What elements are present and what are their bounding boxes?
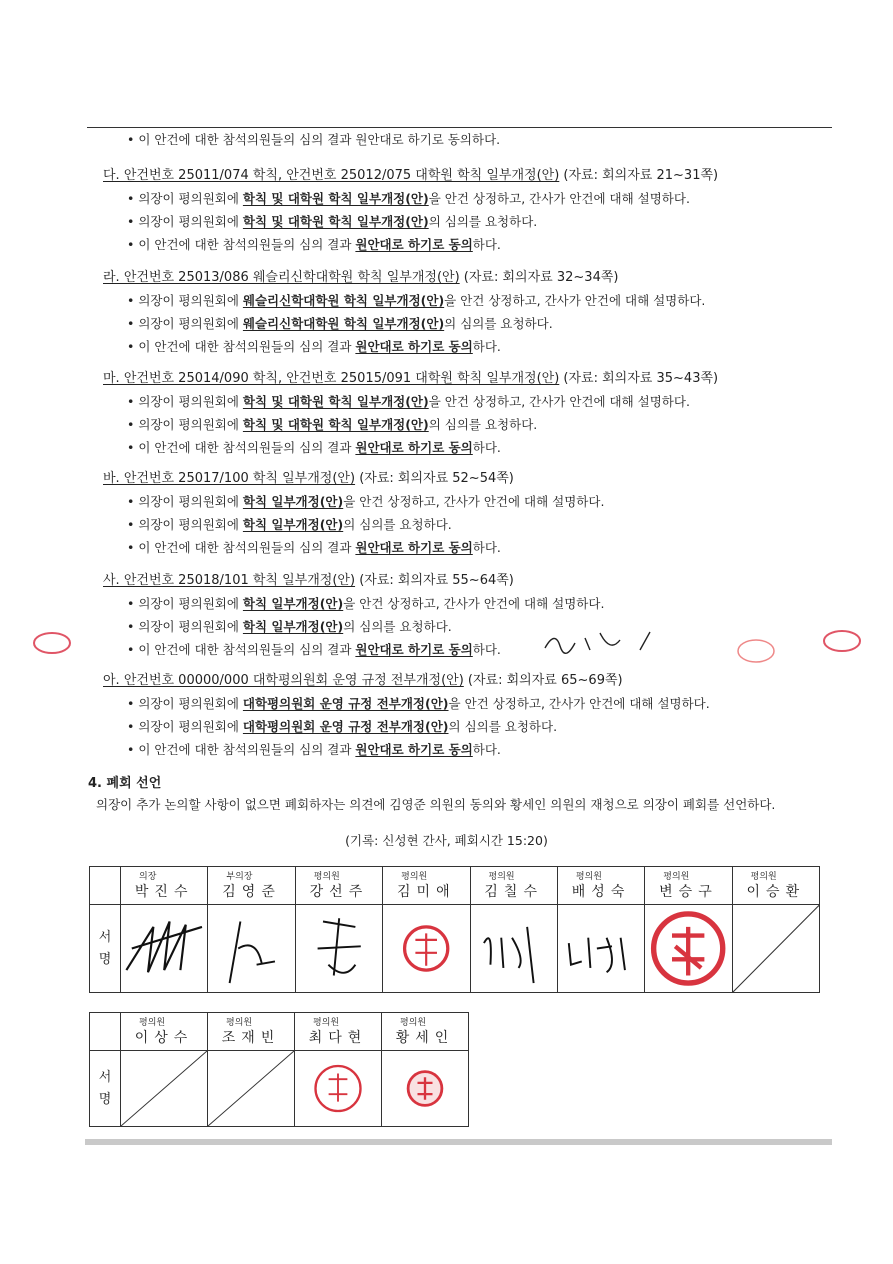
signature-cell [295,1051,382,1127]
member-name: 황세인 [395,1029,455,1046]
member-name: 조재빈 [221,1029,281,1046]
agenda-bullet: • 의장이 평의원회에 학칙 및 대학원 학칙 일부개정(안)의 심의를 요청하다. [127,214,538,229]
member-header [470,867,557,905]
signature-cell [121,905,208,993]
agenda-bullet: • 의장이 평의원회에 학칙 및 대학원 학칙 일부개정(안)을 안건 상정하고, 간사가 안건에 대해 설명하다. [127,191,690,206]
carryover-line: • 이 안건에 대한 참석의원들의 심의 결과 원안대로 하기로 동의하다. [127,132,501,147]
agenda-title [103,367,823,390]
signature-cell [645,905,732,993]
initials-scribble [540,628,660,658]
member-header [208,867,295,905]
signature-cell [470,905,557,993]
member-name: 김미애 [397,883,456,900]
member-name: 박진수 [134,883,194,900]
agenda-bullet: • 이 안건에 대한 참석의원들의 심의 결과 원안대로 하기로 동의하다. [127,237,501,252]
agenda-ref: (자료: 회의자료 35~43쪽) [563,371,719,386]
agenda-bullet: • 이 안건에 대한 참석의원들의 심의 결과 원안대로 하기로 동의하다. [127,540,501,555]
member-header [295,867,382,905]
seal-stamp [295,1051,381,1126]
agenda-bullet: • 의장이 평의원회에 학칙 및 대학원 학칙 일부개정(안)의 심의를 요청하다. [127,417,538,432]
closing-text: 의장이 추가 논의할 사항이 없으면 폐회하자는 의견에 김영준 의원의 동의와 황세인 의원의 재청으로 의장이 폐회를 선언하다. [96,797,776,812]
agenda-title-text: 마. 안건번호 25014/090 학칙, 안건번호 25015/091 대학원 학칙 일부개정(안) [103,371,560,386]
member-name: 최다현 [308,1029,368,1046]
agenda-bullet: • 의장이 평의원회에 대학평의원회 운영 규정 전부개정(안)의 심의를 요청하다. [127,719,558,734]
agenda-title [103,669,823,692]
empty-signature-cell [121,1051,208,1127]
seal-stamp [382,1051,468,1126]
member-header [383,867,470,905]
member-header [557,867,644,905]
agenda-ref: (자료: 회의자료 65~69쪽) [467,673,623,688]
slash-line [208,1051,294,1126]
member-header [121,1013,208,1051]
signature-cell [557,905,644,993]
member-name: 이상수 [134,1029,194,1046]
member-name: 강선주 [309,883,369,900]
sign-row-label: 서 명 [90,905,121,993]
agenda-bullet: • 이 안건에 대한 참석의원들의 심의 결과 원안대로 하기로 동의하다. [127,440,501,455]
agenda-bullet: • 의장이 평의원회에 웨슬리신학대학원 학칙 일부개정(안)을 안건 상정하고, 간사가 안건에 대해 설명하다. [127,293,706,308]
member-role: 평의원 [139,1017,166,1028]
agenda-bullet: • 의장이 평의원회에 학칙 일부개정(안)을 안건 상정하고, 간사가 안건에 대해 설명하다. [127,494,605,509]
member-name: 김영준 [222,883,281,900]
member-role: 평의원 [401,871,428,882]
agenda-ref: (자료: 회의자료 55~64쪽) [359,573,514,588]
member-header [382,1013,469,1051]
member-name: 변승구 [659,883,718,900]
member-header [121,867,208,905]
agenda-title-text: 다. 안건번호 25011/074 학칙, 안건번호 25012/075 대학원 학칙 일부개정(안) [103,168,560,183]
handwritten-signature [208,905,294,992]
member-name: 배성숙 [571,883,631,900]
member-header [208,1013,295,1051]
agenda-title [103,266,823,289]
agenda-bullet: • 의장이 평의원회에 학칙 및 대학원 학칙 일부개정(안)을 안건 상정하고, 간사가 안건에 대해 설명하다. [127,394,690,409]
agenda-ref: (자료: 회의자료 32~34쪽) [463,270,619,285]
member-role: 의장 [139,871,157,882]
agenda-ref: (자료: 회의자료 21~31쪽) [563,168,719,183]
member-role: 평의원 [313,1017,340,1028]
handwritten-signature [558,905,644,992]
empty-signature-cell [208,1051,295,1127]
slash-line [733,905,819,992]
member-role: 평의원 [750,871,777,882]
signature-table-2 [89,1012,469,1127]
agenda-bullet: • 이 안건에 대한 참석의원들의 심의 결과 원안대로 하기로 동의하다. [127,339,501,354]
member-name: 김칠수 [484,883,543,900]
agenda-bullet: • 의장이 평의원회에 학칙 일부개정(안)의 심의를 요청하다. [127,619,452,634]
margin-stamp-left [30,628,75,658]
member-role: 평의원 [400,1017,427,1028]
agenda-title-text: 사. 안건번호 25018/101 학칙 일부개정(안) [103,573,356,588]
agenda-title [103,467,823,490]
member-role: 평의원 [226,1017,253,1028]
handwritten-signature [471,905,557,992]
agenda-title-text: 바. 안건번호 25017/100 학칙 일부개정(안) [103,471,356,486]
agenda-title [103,164,823,187]
closing-heading: 4. 폐회 선언 [88,776,162,791]
member-role: 평의원 [663,871,690,882]
agenda-bullet: • 이 안건에 대한 참석의원들의 심의 결과 원안대로 하기로 동의하다. [127,742,501,757]
agenda-title [103,569,823,592]
record-line: (기록: 신성현 간사, 폐회시간 15:20) [345,833,548,848]
member-header [732,867,819,905]
signature-cell [383,905,470,993]
seal-stamp [383,905,469,992]
member-role: 평의원 [575,871,602,882]
agenda-ref: (자료: 회의자료 52~54쪽) [359,471,514,486]
slash-line [121,1051,207,1126]
member-header [645,867,732,905]
seal-stamp [645,905,731,992]
signature-cell [208,905,295,993]
sign-row-label: 서 명 [90,1051,121,1127]
bottom-bar [85,1139,832,1145]
agenda-bullet: • 의장이 평의원회에 학칙 일부개정(안)을 안건 상정하고, 간사가 안건에 대해 설명하다. [127,596,605,611]
signature-cell [382,1051,469,1127]
agenda-bullet: • 이 안건에 대한 참석의원들의 심의 결과 원안대로 하기로 동의하다. [127,642,501,657]
agenda-title-text: 아. 안건번호 00000/000 대학평의원회 운영 규정 전부개정(안) [103,673,464,688]
handwritten-signature [296,905,382,992]
member-name: 이승환 [746,883,806,900]
margin-stamp-right [820,626,865,656]
handwritten-signature [121,905,207,992]
member-role: 평의원 [313,871,340,882]
margin-stamp-right-inner [734,636,779,666]
member-role: 부의장 [226,871,253,882]
agenda-bullet: • 의장이 평의원회에 대학평의원회 운영 규정 전부개정(안)을 안건 상정하고, 간사가 안건에 대해 설명하다. [127,696,710,711]
agenda-title-text: 라. 안건번호 25013/086 웨슬리신학대학원 학칙 일부개정(안) [103,270,460,285]
agenda-bullet: • 의장이 평의원회에 학칙 일부개정(안)의 심의를 요청하다. [127,517,452,532]
agenda-bullet: • 의장이 평의원회에 웨슬리신학대학원 학칙 일부개정(안)의 심의를 요청하다. [127,316,553,331]
member-header [295,1013,382,1051]
signature-cell [295,905,382,993]
empty-signature-cell [732,905,819,993]
signature-table-1 [89,866,820,993]
member-role: 평의원 [488,871,515,882]
